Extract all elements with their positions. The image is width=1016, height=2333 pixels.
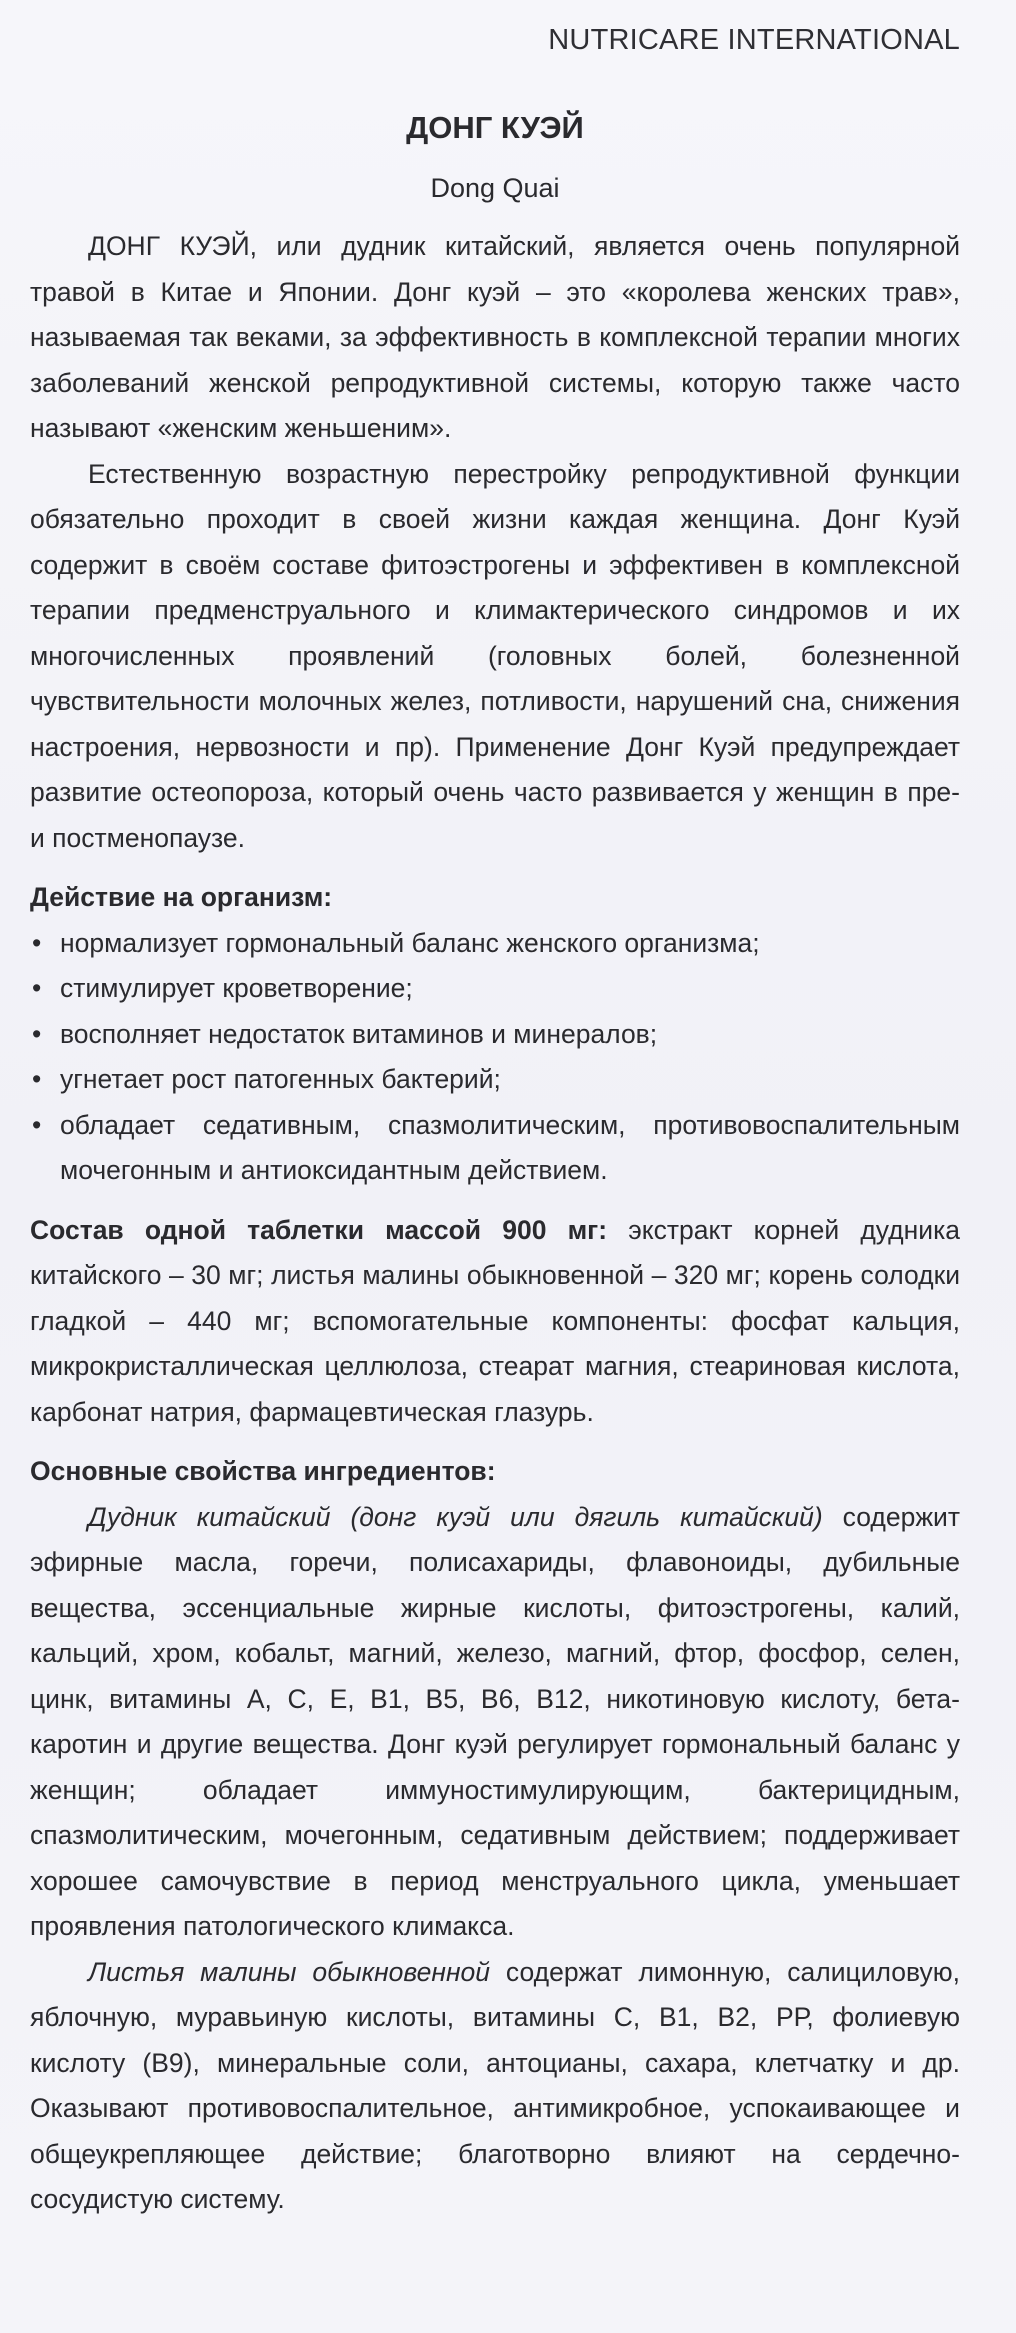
ingredient-name: Листья малины обыкновенной [88, 1956, 491, 1987]
brand-name: NUTRICARE INTERNATIONAL [548, 24, 960, 56]
bullet-icon: • [32, 973, 42, 1003]
list-item-text: нормализует гормональный баланс женского организма; [60, 927, 760, 958]
bullet-icon: • [32, 1018, 42, 1049]
intro-paragraph-1: ДОНГ КУЭЙ, или дудник китайский, является очень популярной травой в Китае и Японии. Донг куэй – это «королева женских трав», называемая так веками, за эффективность в комплексной терапии многих заболеваний женской репродуктивной системы, которую также часто называют «женским женьшеним». [30, 231, 960, 443]
intro-paragraph-2: Естественную возрастную перестройку репродуктивной функции обязательно проходит в своей жизни каждая женщина. Донг Куэй содержит в своём составе фитоэстрогены и эффективен в комплексной терапии предменструального и климактерического синдромов и их многочисленных проявлений (головных болей, болезненной чувствительности молочных желез, потливости, нарушений сна, снижения настроения, нервозности и пр). Применение Донг Куэй предупреждает развитие остеопороза, который очень часто развивается у женщин в пре- и постменопаузе. [30, 458, 960, 853]
bullet-icon: • [32, 927, 42, 958]
list-item [30, 921, 960, 967]
document-subtitle: Dong Quai [430, 173, 560, 203]
ingredient-description: содержат лимонную, салициловую, яблочную, муравьиную кислоты, витамины С, В1, В2, РР, фолиевую кислоту (В9), минеральные соли, антоцианы, сахара, клетчатку и др. Оказывают противовоспалительное, антимикробное, успокаивающее и общеукрепляющее действие; благотворно влияют на сердечно-сосудистую систему. [30, 1956, 961, 2214]
action-list [30, 921, 960, 1194]
document-title: ДОНГ КУЭЙ [406, 110, 584, 145]
properties-heading: Основные свойства ингредиентов: [30, 1456, 496, 1486]
ingredient-name: Дудник китайский (донг куэй или дягиль китайский) [88, 1501, 823, 1532]
properties-paragraph-raspberry [30, 1950, 960, 2223]
list-item-text: обладает седативным, спазмолитическим, противовоспалительным мочегонным и антиоксидантным действием. [60, 1109, 960, 1185]
list-item [30, 1103, 960, 1194]
document-body [30, 98, 960, 2223]
action-heading: Действие на организм: [30, 882, 333, 912]
bullet-icon: • [32, 1064, 42, 1094]
ingredient-description: содержит эфирные масла, горечи, полисахариды, флавоноиды, дубильные вещества, эссенциальные жирные кислоты, фитоэстрогены, калий, кальций, хром, кобальт, магний, железо, магний, фтор, фосфор, селен, цинк, витамины А, С, Е, В1, В5, В6, В12, никотиновую кислоту, бета-каротин и другие вещества. Донг куэй регулирует гормональный баланс у женщин; обладает иммуностимулирующим, бактерицидным, спазмолитическим, мочегонным, седативным действием; поддерживает хорошее самочувствие в период менструального цикла, уменьшает проявления патологического климакса. [30, 1501, 960, 1941]
list-item [30, 966, 960, 1012]
list-item [30, 1057, 960, 1103]
composition-paragraph [30, 1208, 960, 1436]
list-item-text: восполняет недостаток витаминов и минералов; [60, 1018, 658, 1049]
list-item [30, 1012, 960, 1058]
composition-text: экстракт корней дудника китайского – 30 мг; листья малины обыкновенной – 320 мг; корень солодки гладкой – 440 мг; вспомогательные компоненты: фосфат кальция, микрокристаллическая целлюлоза, стеарат магния, стеариновая кислота, карбонат натрия, фармацевтическая глазурь. [30, 1214, 960, 1427]
list-item-text: угнетает рост патогенных бактерий; [60, 1064, 501, 1094]
bullet-icon: • [32, 1109, 42, 1140]
list-item-text: стимулирует кроветворение; [60, 973, 413, 1003]
properties-paragraph-angelica [30, 1495, 960, 1950]
composition-label: Состав одной таблетки массой 900 мг: [30, 1214, 608, 1245]
